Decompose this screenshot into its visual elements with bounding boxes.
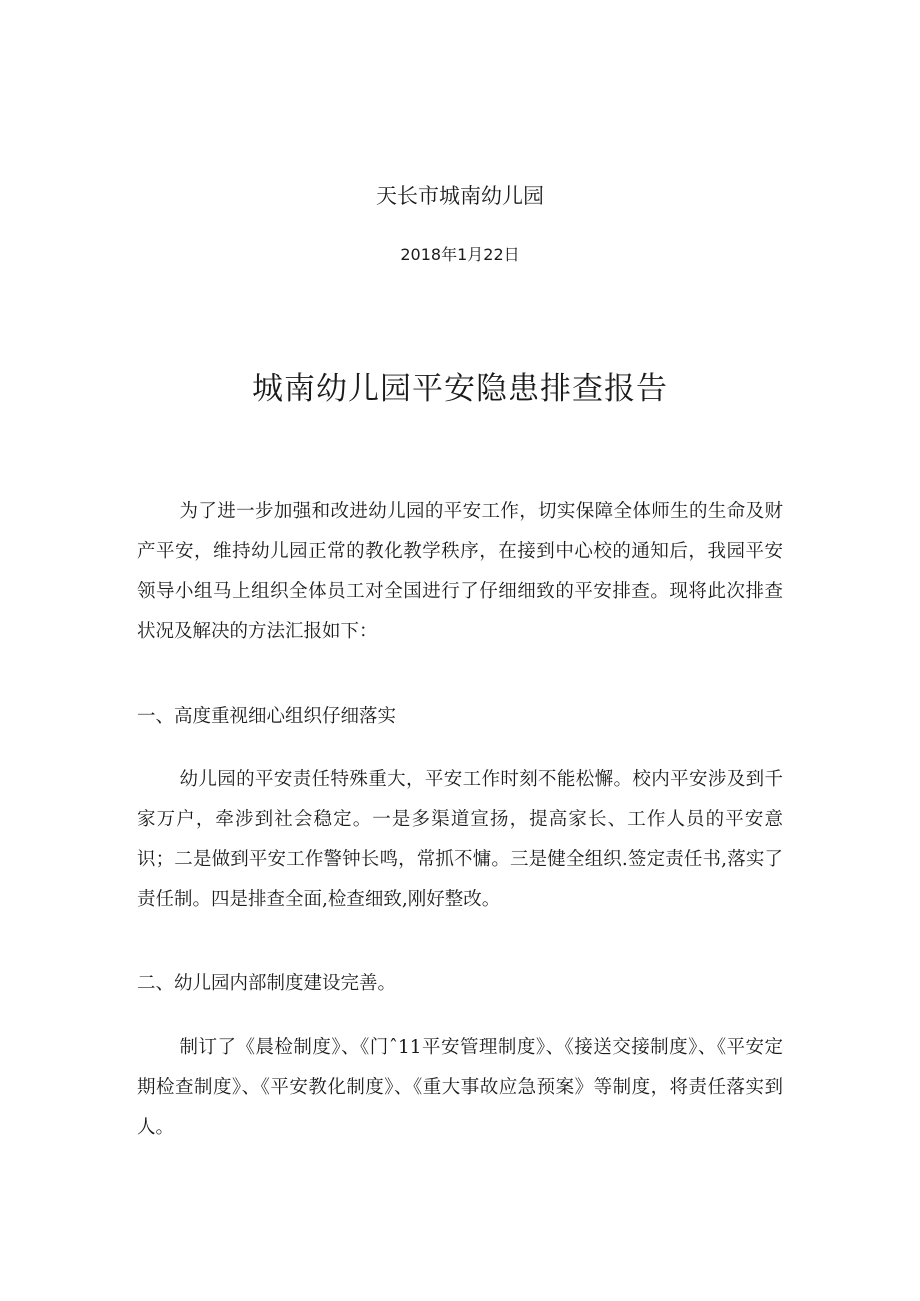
report-date: 2018年1月22日 [400,245,520,264]
section1-paragraph-block [137,760,783,920]
organization-name: 天长市城南幼儿园 [376,184,544,208]
section1-heading: 一、高度重视细心组织仔细落实 [137,706,397,727]
section1-heading-block [137,697,783,737]
intro-paragraph-block [137,492,783,652]
section2-paragraph-block [137,1028,783,1148]
section2-paragraph: 制订了《晨检制度》、《门ˆ11平安管理制度》、《接送交接制度》、《平安定期检查制度》、《平安教化制度》、《重大事故应急预案》等制度，将责任落实到人。 [137,1037,783,1138]
section2-heading: 二、幼儿园内部制度建设完善。 [137,973,397,994]
document-title: 城南幼儿园平安隐患排查报告 [252,371,668,407]
intro-paragraph: 为了进一步加强和改进幼儿园的平安工作，切实保障全体师生的生命及财产平安，维持幼儿园正常的教化教学秩序，在接到中心校的通知后，我园平安领导小组马上组织全体员工对全国进行了仔细细致的平安排查。现将此次排查状况及解决的方法汇报如下： [137,501,783,642]
section1-paragraph: 幼儿园的平安责任特殊重大，平安工作时刻不能松懈。校内平安涉及到千家万户，牵涉到社会稳定。一是多渠道宣扬，提高家长、工作人员的平安意识；二是做到平安工作警钟长鸣，常抓不慵。三是健全组织.签定责任书,落实了责任制。四是排查全面,检查细致,刚好整改。 [137,769,783,910]
section2-heading-block [137,964,783,1004]
